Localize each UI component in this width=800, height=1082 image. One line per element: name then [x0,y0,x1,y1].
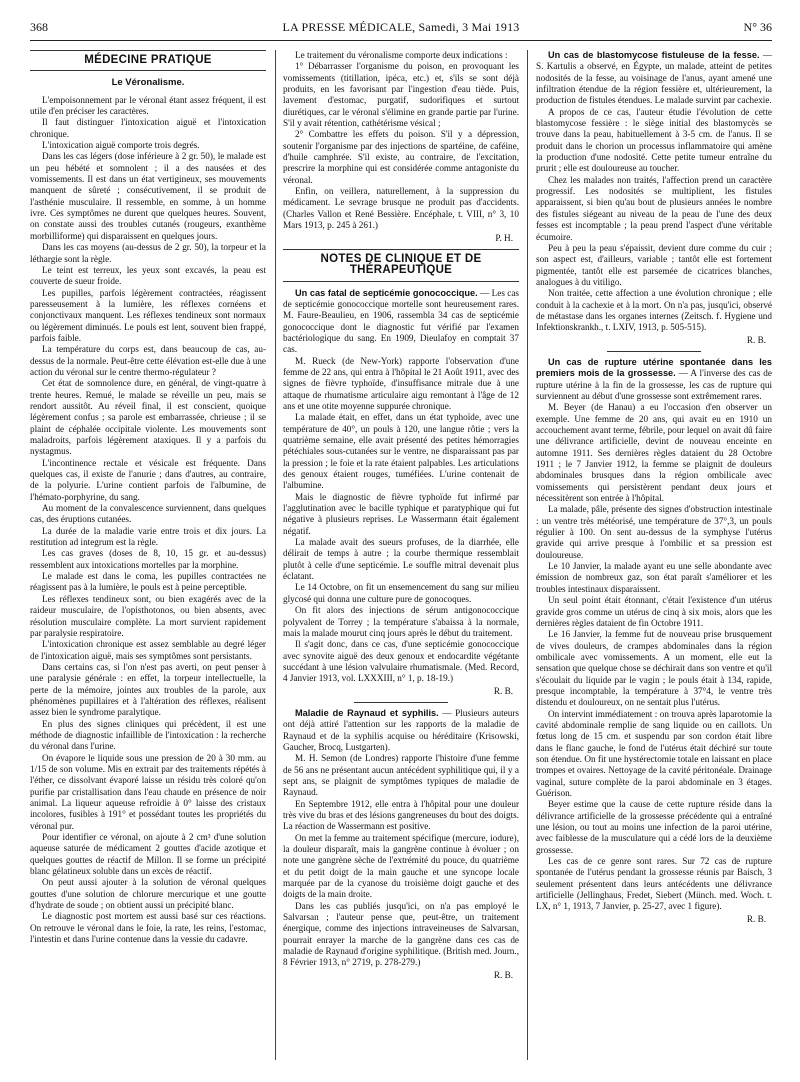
paragraph: Dans certains cas, si l'on n'est pas averti, on peut penser à une paralysie générale : en effet, la torpeur intellectuelle, la perte de la mémoire, jointes aux troubles de la parole, aux phénomènes pupillaires et à l'altération des réflexes, réalisent assez bien le syndrome paralytique. [30,661,266,718]
paragraph: L'intoxication aiguë comporte trois degrés. [42,140,200,151]
paragraph: L'incontinence rectale et vésicale est fréquente. Dans quelques cas, il existe de l'anurie ; dans d'autres, au contraire, de la polyurie. L'urine contient parfois de l'albumine, de l'hémato-porphyrine, du sang. [30,457,266,502]
page-header [30,18,772,41]
paragraph: 1° Débarrasser l'organisme du poison, en provoquant les vomissements (titillation, ipéca, etc.) et, s'ils se sont déjà produits, en les favorisant par l'ingestion d'eau tiède. Puis, lavement d'estomac, purgatif, sudorifiques et surtout diurétiques, car le véronal s'élimine en grande partie par l'urine. S'il y avait rétention, cathétérisme vésical ; [283,61,519,129]
divider [354,702,448,703]
paragraph: Les réflexes tendineux sont, ou bien exagérés avec de la raideur musculaire, de l'opisthotonos, ou bien absents, avec résolution musculaire complète. La mort survient rapidement par paralysie respiratoire. [30,593,266,638]
paragraph: L'intoxication chronique est assez semblable au degré léger de l'intoxication aiguë, mais ses symptômes sont persistants. [30,639,266,661]
paragraph: La température du corps est, dans beaucoup de cas, au-dessus de la normale. Peut-être cette élévation est-elle due à une action du véronal sur le centre thermo-régulateur ? [30,344,266,377]
paragraph: On met la femme au traitement spécifique (mercure, iodure), la douleur disparaît, mais la gangrène continue à évoluer ; on note une gangrène sèche de l'extrémité du pouce, du quatrième et du petit doigt de la main gauche et une syncope locale marquée par de la cyanose du troisième doigt gauche et des doigts de la main droite. [283,832,519,900]
paragraph: Dans les cas moyens (au-dessus de 2 gr. 50), la torpeur et la léthargie sont la règle. [30,242,266,264]
paragraph: Dans les cas légers (dose inférieure à 2 gr. 50), le malade est un peu hébété et somnolent ; il a des nausées et des vomissements. Il est dans un état vertigineux, ses mouvements manquent de sûreté ; consécutivement, il se produit de l'asthénie musculaire. Il ressemble, en somme, à un homme ivre. Ces symptômes ne durent que quelques heures. Souvent, on constate aussi des troubles cutanés (rougeurs, exanthème morbilliforme) qui disparaissent en quelques jours. [30,151,266,241]
paragraph: On évapore le liquide sous une pression de 20 à 30 mm. au 1/15 de son volume. Mis en extrait par des traitements répétés à l'éther, ce dissolvant évaporé laisse un résidu très coloré qu'on purifie par cristallisation dans l'eau chaude en présence de noir animal. La liqueur aqueuse refroidie à 0° laisse des cristaux incolores, fusibles à 191° et possédant toutes les propriétés du véronal pur. [30,752,266,831]
article-title: Un cas fatal de septicémie gonococcique. [295,287,478,298]
article-body [283,50,519,232]
paragraph [536,50,772,107]
article-body [30,95,266,946]
article-title: Un cas de rupture utérine spontanée dans les premiers mois de la grossesse. [536,356,772,379]
paragraph: Le 10 Janvier, la malade ayant eu une selle abondante avec émission de nombreux gaz, son état paraît s'améliorer et les troubles intestinaux disparaissent. [536,561,772,594]
article-body [536,357,772,913]
divider [607,351,701,352]
paragraph: La malade avait des sueurs profuses, de la diarrhée, elle délirait de temps à autre ; la courbe thermique ressemblait plutôt à celle d'une septicémie. Le souffle mitral devenait plus éclatant. [283,537,519,582]
paragraph: Peu à peu la peau s'épaissit, devient dure comme du cuir ; son aspect est, d'ailleurs, variable ; tantôt elle est fortement pigmentée, tantôt elle est parsemée de cicatrices blanches, analogues à du vitiligo. [536,242,772,287]
paragraph: Le malade est dans le coma, les pupilles contractées ne réagissent pas à la lumière, le pouls est à peine perceptible. [30,571,266,593]
issue-number: N° 36 [743,20,772,34]
paragraph: En Septembre 1912, elle entra à l'hôpital pour une douleur très vive du bras et des lésions gangreneuses du bout des doigts. La réaction de Wassermann est positive. [283,798,519,832]
section-title: MÉDECINE PRATIQUE [30,50,266,71]
paragraph: Le traitement du véronalisme comporte deux indications : [295,50,508,60]
paragraph: 2° Combattre les effets du poison. S'il y a dépression, soutenir l'organisme par des injections de spartéine, de caféine, d'huile camphrée. S'il existe, au contraire, de l'excitation, prescrire la morphine qui est considérée comme antagoniste du véronal. [283,129,519,185]
column-2 [283,50,519,986]
paragraph-text: — A l'inverse des cas de rupture utérine à la fin de la grossesse, les cas de rupture qui surviennent au début d'une grossesse sont extrêmement rares. [536,368,772,401]
paragraph: Le 14 Octobre, on fit un ensemencement du sang sur milieu glycosé qui donna une culture pure de gonocoques. [283,582,519,604]
paragraph: Pour identifier ce véronal, on ajoute à 2 cm³ d'une solution aqueuse saturée de médicament 2 gouttes d'acide azotique et quelques gouttes de réactif de Millon. Il se forme un précipité blanc gélatineux soluble dans un excès de réactif. [30,832,266,877]
article-body [283,708,519,969]
paragraph-text: — Plusieurs auteurs ont déjà attiré l'attention sur les rapports de la maladie de Raynaud et de la syphilis acquise ou héréditaire (Krisowski, Gaucher, Brocq, Lustgarten). [283,707,519,752]
journal-title: LA PRESSE MÉDICALE, Samedi, 3 Mai 1913 [282,20,520,34]
article-title: Un cas de blastomycose fistuleuse de la fesse. [548,50,760,60]
paragraph: La malade était, en effet, dans un état typhoïde, avec une température de 40°, un pouls à 120, une langue rôtie ; vers la quatrième semaine, elle avait présenté des petites hémorragies pétéchiales sous-cutanées sur le ventre, ne disparaissant pas par la pression ; le foie et la rate étaient palpables. Les articulations des genoux étaient rouges, tuméfiées. L'urine contenait de l'albumine. [283,412,519,491]
paragraph: M. Rueck (de New-York) rapporte l'observation d'une femme de 22 ans, qui entra à l'hôpital le 21 Août 1911, avec des signes de fièvre typhoïde, d'insuffisance mitrale due à une attaque de rhumatisme articulaire aigu remontant à l'âge de 12 ans et une otite moyenne suppurée chronique. [283,355,519,411]
paragraph: Chez les malades non traités, l'affection prend un caractère progressif. Les nodosités se multiplient, les fistules apparaissent, si bien qu'au bout de plusieurs années le nombre des fistules siégeant au niveau de la peau de l'une des deux fesses est incomptable ; la peau prend l'aspect d'une véritable écumoire. [536,174,772,242]
paragraph: Il faut distinguer l'intoxication aiguë et l'intoxication chronique. [30,117,266,139]
paragraph: Les cas de ce genre sont rares. Sur 72 cas de rupture spontanée de l'utérus pendant la grossesse réunis par Baisch, 3 seulement présentent dans leurs antécédents une délivrance artificielle (Jellinghaus, Fredet, Siebert (Münch. med. Woch. t. LX, n° 1, 1913, 7 Janvier, p. 25-27, avec 1 figure). [536,856,772,912]
paragraph: On fit alors des injections de sérum antigonococcique polyvalent de Torrey ; la température s'abaissa à la normale, mais la malade mourut cinq jours après le début du traitement. [283,605,519,638]
paragraph: Au moment de la convalescence surviennent, dans quelques cas, des éruptions cutanées. [30,503,266,525]
paragraph: La malade, pâle, présente des signes d'obstruction intestinale : un ventre très météorisé, une température de 37°,3, un pouls régulier à 100. On sent au-dessus de la symphyse l'utérus gravide qui arrive presque à l'ombilic et sa pression est douloureuse. [536,504,772,560]
paragraph: En plus des signes cliniques qui précèdent, il est une méthode de diagnostic infaillible de l'intoxication : la recherche du véronal dans l'urine. [30,718,266,752]
paragraph: M. H. Semon (de Londres) rapporte l'histoire d'une femme de 56 ans ne présentant aucun antécédent syphilitique qui, il y a sept ans, se plaignit de symptômes typiques de maladie de Raynaud. [283,753,519,798]
paragraph-text: — S. Kartulis a observé, en Égypte, un malade, atteint de petites nodosités de la fesse, au voisinage de l'anus, ayant amené une infiltration étendue de la région fessière et, ultérieurement, la production de fistules étendues. Le malade survint par cachexie. [536,50,772,106]
paragraph: Cet état de somnolence dure, en général, de vingt-quatre à trente heures. Remué, le malade se réveille un peu, mais se rendort aussitôt. Au réveil final, il est conscient, quoique légèrement confus ; sa parole est embarrassée, chrieuse ; il se plaint de céphalée occipitale violente. Les mouvements sont maladroits, parfois légèrement ataxiques. Il y a parfois du nystagmus. [30,378,266,457]
paragraph: Le 16 Janvier, la femme fut de nouveau prise brusquement de vives douleurs, de crampes abdominales dans la région ombilicale avec vomissements. A un moment, elle eut la sensation que quelque chose se déchirait dans son ventre et qu'il s'écoulait du liquide par le vagin ; le pouls était à 134, rapide, presque incomptable, la température à 37°4, le ventre très distendu et douloureux, on ne sentait plus l'utérus. [536,629,772,708]
paragraph: Mais le diagnostic de fièvre typhoïde fut infirmé par l'agglutination avec le bacille typhique et paratyphique qui fut négative à plusieurs reprises. Le Wassermann était également négatif. [283,491,519,536]
paragraph: Dans les cas publiés jusqu'ici, on n'a pas employé le Salvarsan ; l'auteur pense que, peut-être, un traitement énergique, comme des injections intraveineuses de Salvarsan, pourrait enrayer la marche de la gangrène dans ces cas de maladie de Raynaud d'origine syphilitique. (British med. Journ., 8 Février 1913, n° 2719, p. 278-279.) [283,900,519,968]
paragraph: Un seul point était étonnant, c'était l'existence d'un utérus gravide gros comme un utérus de cinq à six mois, alors que les dernières règles dataient de fin Octobre 1911. [536,595,772,628]
paragraph [283,708,519,753]
article-body [283,288,519,685]
paragraph: Non traitée, cette affection a une évolution chronique ; elle conduit à la cachexie et à la mort. On n'a pas, jusqu'ici, observé de métastase dans les organes internes (Zeitsch. f. Hygiene und Infektionskrankh., t. LXIV, 1913, p. 505-515). [536,288,772,333]
paragraph: On intervint immédiatement : on trouva après laparotomie la cavité abdominale remplie de sang liquide ou en caillots. Un fœtus long de 15 cm. et suspendu par son cordon était libre dans le flanc gauche, le fond de l'utérus était déchiré sur toute son étendue. On fit une hystérectomie totale en laissant en place trompes et ovaires. Nettoyage de la cavité péritonéale. Drainage vaginal, suture complète de la paroi abdominale en 3 étages. Guérison. [536,708,772,798]
paragraph: Il s'agit donc, dans ce cas, d'une septicémie gonococcique avec synovite aiguë des deux genoux et endocardite végétante succédant à une lésion valvulaire rhumatismale. (Med. Record, 4 Janvier 1913, vol. LXXXIII, n° 1, p. 18-19.) [283,639,519,684]
paragraph: Beyer estime que la cause de cette rupture réside dans la délivrance artificielle de la grossesse précédente qui a entraîné une lésion, ou tout au moins une infection de la paroi utérine, avec faiblesse de la musculature qui a cédé lors de la deuxième grossesse. [536,799,772,855]
paragraph: On peut aussi ajouter à la solution de véronal quelques gouttes d'une solution de chlorure mercurique et une goutte d'hydrate de soude ; on obtient aussi un précipité blanc. [30,877,266,911]
paragraph-text: — Les cas de septicémie gonococcique mortelle sont heureusement rares. M. Faure-Beaulieu, en 1906, rassembla 34 cas de septicémie gonococcique dont le diagnostic fut vérifié par l'examen bactériologique du sang. En 1909, Dieulafoy en comptait 37 cas. [283,287,520,355]
paragraph [283,288,519,356]
paragraph: Les pupilles, parfois légèrement contractées, réagissent paresseusement à la lumière, les réflexes cornéens et conjonctivaux manquent. Les réflexes tendineux sont normaux ou légèrement diminués. Le pouls est lent, souvent bien frappé, parfois faible. [30,287,266,343]
paragraph: A propos de ce cas, l'auteur étudie l'évolution de cette blastomycose fessière : le siège initial des blastomycès se trouve dans la peau, habituellement à 3-5 cm. de l'anus. Il se produit dans le chorion un processus inflammatoire qui amène la production d'une nodosité. Cette petite tumeur entraîne du prurit ; elle est douloureuse au toucher. [536,106,772,174]
signature: R. B. [746,913,766,924]
paragraph: Les cas graves (doses de 8, 10, 15 gr. et au-dessus) ressemblent aux intoxications mortelles par la morphine. [30,548,266,570]
signature: R. B. [493,969,513,980]
column-separator [527,50,528,1060]
paragraph [536,357,772,402]
column-3 [536,50,772,930]
paragraph: Le diagnostic post mortem est aussi basé sur ces réactions. On retrouve le véronal dans le foie, la rate, les reins, l'estomac, l'intestin et dans l'urine contenue dans la vessie du cadavre. [30,911,266,945]
paragraph: L'empoisonnement par le véronal étant assez fréquent, il est utile d'en préciser les caractères. [30,94,266,117]
signature: P. H. [495,232,513,243]
signature: R. B. [746,334,766,345]
article-title: Maladie de Raynaud et syphilis. [295,707,439,718]
article-subtitle: Le Véronalisme. [111,77,185,89]
column-separator [275,50,276,1060]
paragraph: Enfin, on veillera, naturellement, à la suppression du médicament. Le sevrage brusque ne produit pas d'accidents. (Charles Vallon et René Bessière. Encéphale, t. VIII, n° 3, 10 Mars 1913, p. 245 à 261.) [283,186,519,231]
article-body [536,50,772,334]
column-1 [30,50,266,945]
paragraph: M. Beyer (de Hanau) a eu l'occasion d'en observer un exemple. Une femme de 20 ans, qui avait eu en 1910 un accouchement avant terme, fébrile, pour lequel on avait dû faire une délivrance artificielle, devint de nouveau enceinte en automne 1911. Ses dernières règles dataient du 28 Octobre 1911 ; le 7 Janvier 1912, la femme se plaignit de douleurs abdominales brusques dans la région ombilicale avec vomissements qui persistèrent pendant deux jours et nécessitèrent son entrée à l'hôpital. [536,402,772,504]
paragraph: Le teint est terreux, les yeux sont excavés, la peau est couverte de sueur froide. [30,264,266,287]
paragraph: La durée de la maladie varie entre trois et dix jours. La restitution ad integrum est la règle. [30,525,266,548]
signature: R. B. [493,685,513,696]
section-title: NOTES DE CLINIQUE ET DE THÉRAPEUTIQUE [283,249,519,282]
page-number: 368 [30,20,48,34]
